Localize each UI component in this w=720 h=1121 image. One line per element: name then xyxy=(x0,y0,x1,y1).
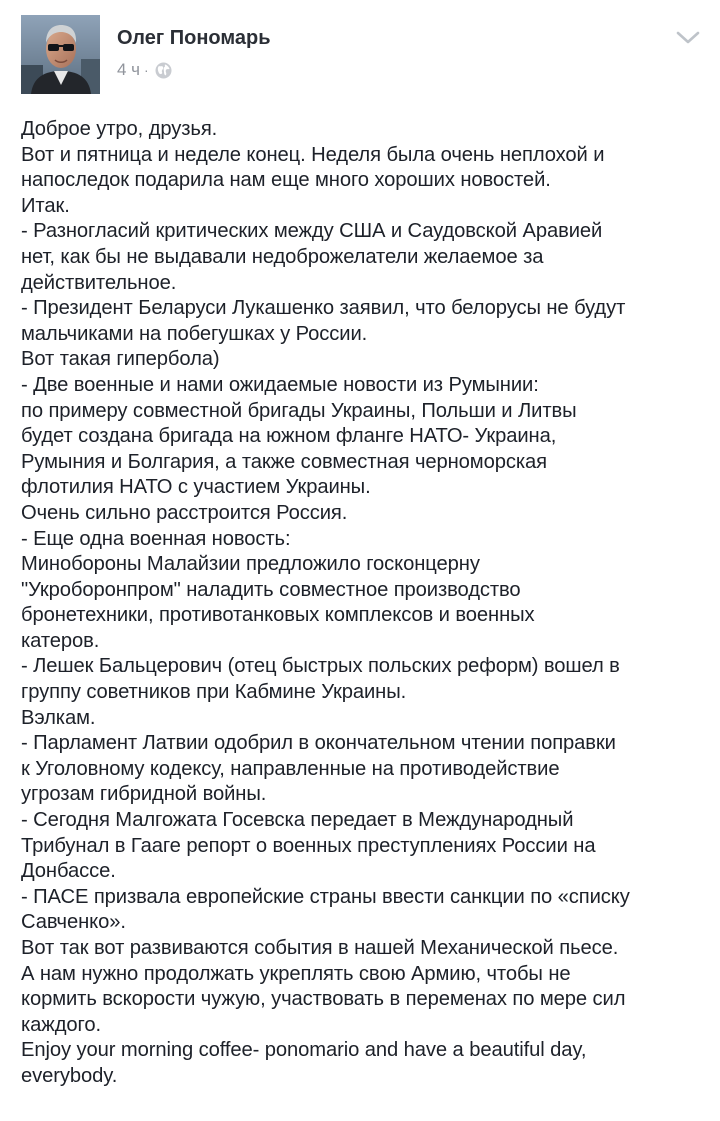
post-text-line: к Уголовному кодексу, направленные на противодействие xyxy=(21,757,560,780)
post-text-line: по примеру совместной бригады Украины, Польши и Литвы xyxy=(21,399,577,422)
post-text-line: - Две военные и нами ожидаемые новости из Румынии: xyxy=(21,373,539,396)
post-text-line: everybody. xyxy=(21,1064,118,1087)
post-text-line: - ПАСЕ призвала европейские страны ввести санкции по «списку xyxy=(21,885,630,908)
author-name[interactable]: Олег Пономарь xyxy=(117,27,271,49)
meta-separator: · xyxy=(144,62,149,78)
post-text xyxy=(21,117,713,1090)
post-text-line: А нам нужно продолжать укреплять свою Армию, чтобы не xyxy=(21,962,571,985)
post-text-line: - Сегодня Малгожата Госевска передает в Международный xyxy=(21,809,574,832)
post-text-line: Доброе утро, друзья. xyxy=(21,118,218,140)
post-text-line: Румыния и Болгария, а также совместная черноморская xyxy=(21,450,547,473)
post-text-line: Савченко». xyxy=(21,911,126,934)
post-text-line: каждого. xyxy=(21,1013,101,1036)
post-text-line: угрозам гибридной войны. xyxy=(21,783,267,806)
post-header xyxy=(0,0,720,110)
post-text-line: напоследок подарила нам еще много хороших новостей. xyxy=(21,169,551,192)
post-text-line: действительное. xyxy=(21,271,177,294)
post-text-line: Вот такая гипербола) xyxy=(21,348,220,371)
post-text-line: - Парламент Латвии одобрил в окончательном чтении поправки xyxy=(21,732,616,755)
post-text-line: "Укроборонпром" наладить совместное производство xyxy=(21,578,521,601)
post-text-line: Минобороны Малайзии предложило госконцерну xyxy=(21,553,480,576)
post-text-line: кормить вскорости чужую, участвовать в переменах по мере сил xyxy=(21,988,626,1011)
post-text-line: - Лешек Бальцерович (отец быстрых польских реформ) вошел в xyxy=(21,655,620,678)
avatar-photo-icon xyxy=(21,15,100,94)
post-text-line: мальчиками на побегушках у России. xyxy=(21,322,368,345)
post-text-line: катеров. xyxy=(21,629,100,652)
avatar[interactable] xyxy=(21,15,100,94)
post-text-line: Очень сильно расстроится Россия. xyxy=(21,501,348,524)
post-text-line: группу советников при Кабмине Украины. xyxy=(21,681,407,704)
post-text-line: Трибунал в Гааге репорт о военных преступлениях России на xyxy=(21,834,596,857)
post-text-line: бронетехники, противотанковых комплексов и военных xyxy=(21,604,535,627)
post-text-line: Вот так вот развиваются события в нашей Механической пьесе. xyxy=(21,937,619,959)
post-text-line: флотилия НАТО с участием Украины. xyxy=(21,476,371,499)
post-text-line: Итак. xyxy=(21,194,70,217)
post-text-line: Вэлкам. xyxy=(21,706,96,729)
post-text-line: - Президент Беларуси Лукашенко заявил, что белорусы не будут xyxy=(21,297,626,320)
post-text-line: Донбассе. xyxy=(21,860,116,883)
post-text-line: - Разногласий критических между США и Саудовской Аравией xyxy=(21,220,603,243)
post-text-line: - Еще одна военная новость: xyxy=(21,527,291,550)
post-text-line: Enjoy your morning coffee- ponomario and have a beautiful day, xyxy=(21,1039,587,1062)
post-time[interactable]: 4 ч xyxy=(117,60,141,79)
post-text-line: Вот и пятница и неделе конец. Неделя была очень неплохой и xyxy=(21,143,605,166)
chevron-down-icon[interactable] xyxy=(674,28,702,48)
globe-icon xyxy=(154,61,173,80)
post-text-line: будет создана бригада на южном фланге НАТО- Украина, xyxy=(21,425,557,448)
post-text-line: нет, как бы не выдавали недоброжелатели желаемое за xyxy=(21,245,544,268)
post-meta xyxy=(117,59,173,81)
